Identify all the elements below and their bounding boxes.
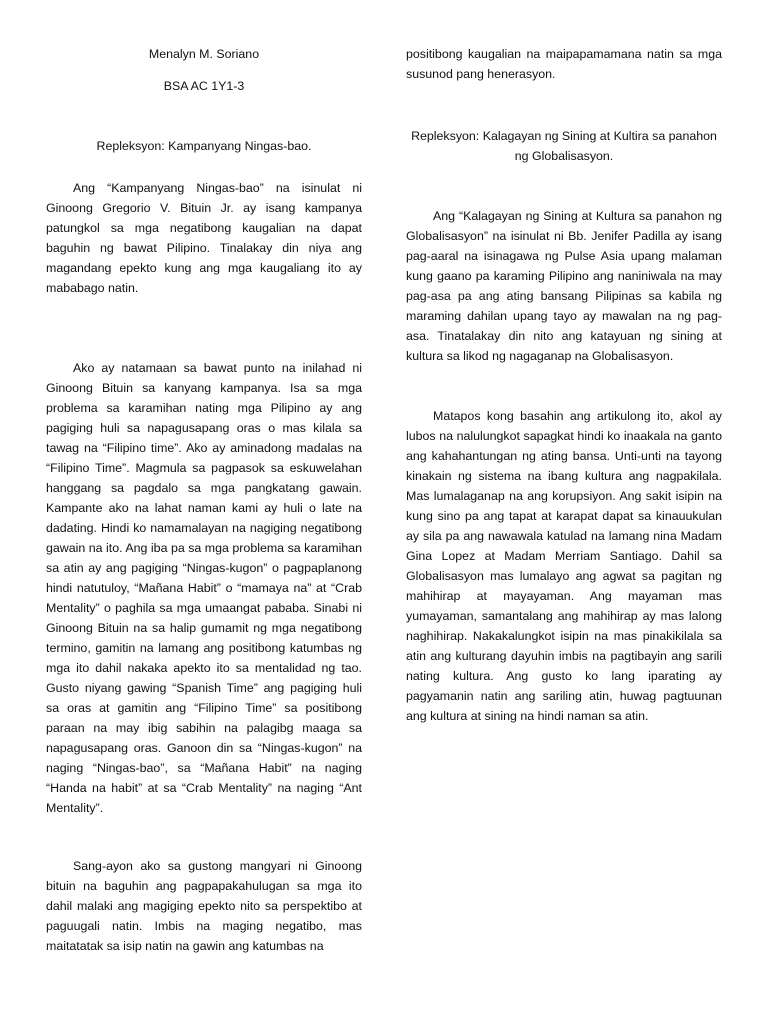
course-section: BSA AC 1Y1-3: [163, 79, 245, 93]
reflection-title-2: Repleksyon: Kalagayan ng Sining at Kultira sa panahon ng Globalisasyon.: [411, 129, 717, 163]
paragraph-5: Matapos kong basahin ang artikulong ito, akol ay lubos na nalulungkot sapagkat hindi ko inaakala na ganto ang kahahantungan ng ating bansa. Unti-unti na tayong kinakain ng sistema na ibang kultura ang nagpakilala. Mas lumalaganap na ang korupsiyon. Ang sakit isipin na kung sino pa ang tapat at karapat dapat sa kinauukulan ay sila pa ang nawawala katulad na lamang nina Madam Gina Lopez at Madam Merriam Santiago. Dahil sa Globalisasyon mas lumalayo ang agwat sa pagitan ng mahihirap at mayayaman. Ang mayaman mas yumayaman, samantalang ang mahihirap ay mas lalong naghihirap. Nakakalungkot isipin na mas pinakikilala sa atin ang kulturang dayuhin imbis na pagtibayin ang sarili nating kultura. Ang gusto ko lang iparating ay pagyamanin natin ang sariling atin, huwag pagtuunan ang kultura at sining na hindi naman sa atin.: [406, 409, 722, 723]
paragraph-4: Ang “Kalagayan ng Sining at Kultura sa panahon ng Globalisasyon” na isinulat ni Bb. Jenifer Padilla ay isang pag-aaral na isinagawa ng Pulse Asia upang malaman kung gaano pa karaming Pilipino ang naniniwala na may pag-asa pa ang ating bansang Pilipinas sa kabila ng maraming dahilan upang tayo ay mawalan na ng pag-asa. Tinatalakay din nito ang katayuan ng sining at kultura sa likod ng nagaganap na Globalisasyon.: [406, 209, 722, 363]
reflection-title-1: Repleksyon: Kampanyang Ningas-bao.: [96, 139, 312, 153]
paragraph-1: Ang “Kampanyang Ningas-bao” na isinulat ni Ginoong Gregorio V. Bituin Jr. ay isang kampanya patungkol sa mga negatibong kaugalian na dapat baguhin ng bawat Pilipino. Tinalakay din niya ang magandang epekto kung ang mga kaugaliang ito ay mababago natin.: [46, 181, 362, 295]
continuation-text: positibong kaugalian na maipapamamana natin sa mga susunod pang henerasyon.: [406, 47, 722, 81]
paragraph-2: Ako ay natamaan sa bawat punto na inilahad ni Ginoong Bituin sa kanyang kampanya. Isa sa mga problema sa karamihan nating mga Pilipino ay ang pagiging huli sa napagusapang oras o mas kilala sa tawag na “Filipino time”. Ako ay aminadong madalas na “Filipino Time”. Magmula sa pagpasok sa eskuwelahan hanggang sa pagdalo sa mga pangkatang gawain. Kampante ako na lahat naman kami ay huli o late na dadating. Hindi ko namamalayan na nagiging negatibong gawain na ito. Ang iba pa sa mga problema sa karamihan sa atin ay ang pagiging “Ningas-kugon” o pagpaplanong hindi natutuloy, “Mañana Habit” o “mamaya na” at “Crab Mentality” o paghila sa mga umaangat pababa. Sinabi ni Ginoong Bituin na sa halip gumamit ng mga negatibong termino, gamitin na lamang ang positibong katumbas ng mga ito dahil nakaka apekto ito sa mentalidad ng tao. Gusto niyang gawing “Spanish Time” ang pagiging huli sa oras at gamitin ang “Filipino Time” sa positibong paraan na may ibig sabihin na palagibg maaga sa napagusapang oras. Ganoon din sa “Ningas-kugon” na naging “Ningas-bao”, sa “Mañana Habit” na naging “Handa na habit” at sa “Crab Mentality” na naging “Ant Mentality”.: [46, 361, 362, 815]
author-name: Menalyn M. Soriano: [148, 47, 260, 61]
paragraph-3: Sang-ayon ako sa gustong mangyari ni Ginoong bituin na baguhin ang pagpapakahulugan sa mga ito dahil malaki ang magiging epekto nito sa perspektibo at paguugali natin. Imbis na maging negatibo, mas maitatatak sa isip natin na gawin ang katumbas na: [46, 859, 362, 953]
